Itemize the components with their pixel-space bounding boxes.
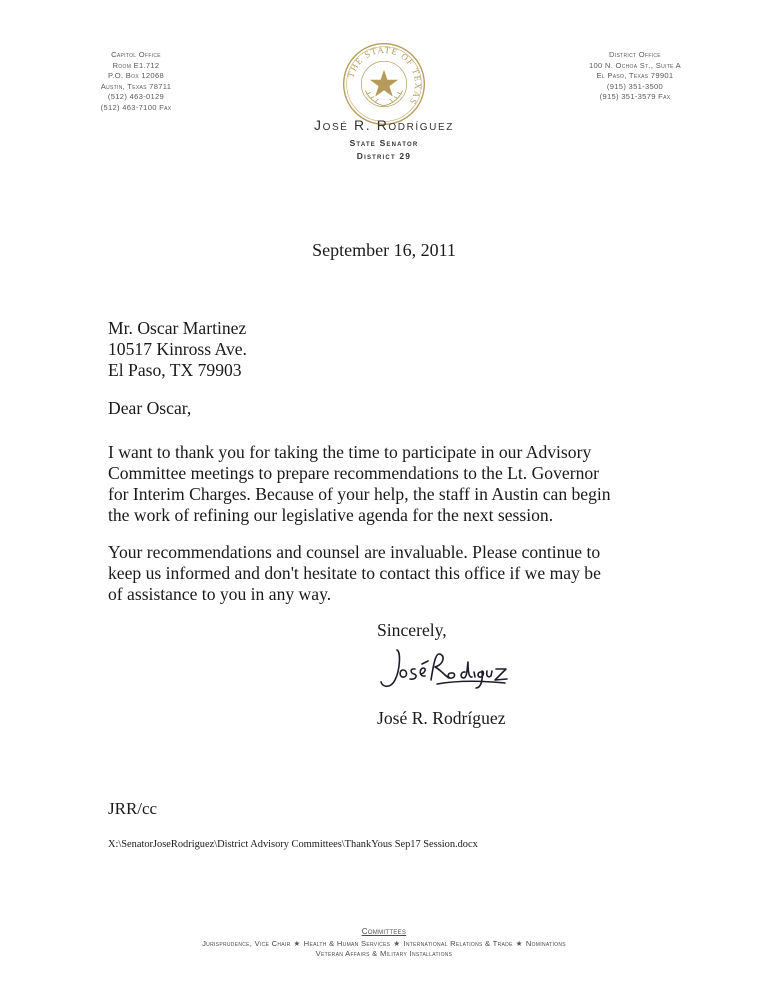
paragraph-line: keep us informed and don't hesitate to contact this office if we may be <box>108 563 601 583</box>
star-icon: ★ <box>515 938 523 948</box>
paragraph-line: Committee meetings to prepare recommendations to the Lt. Governor <box>108 463 600 483</box>
district-office-line: (915) 351-3500 <box>606 81 664 91</box>
signer-name: José R. Rodríguez <box>377 708 506 728</box>
capitol-office-line: P.O. Box 12068 <box>107 71 165 80</box>
handwritten-signature <box>375 640 515 698</box>
capitol-office-line: Capitol Office <box>111 50 161 59</box>
committee-item: International Relations & Trade <box>403 938 513 948</box>
star-icon: ★ <box>293 938 301 948</box>
body-paragraph-2 <box>108 542 668 605</box>
paragraph-line: I want to thank you for taking the time to participate in our Advisory <box>108 442 592 462</box>
committee-item: Jurisprudence, Vice Chair <box>202 938 291 948</box>
senator-district: District 29 <box>356 151 412 161</box>
committees-line-1 <box>0 939 768 950</box>
state-seal-icon <box>342 42 426 126</box>
district-office-line: El Paso, Texas 79901 <box>596 71 674 80</box>
committee-item: Nominations <box>525 938 566 948</box>
capitol-office-line: (512) 463-0129 <box>107 92 165 101</box>
capitol-office-line: Room E1.712 <box>112 60 160 70</box>
district-office-line: (915) 351-3579 Fax <box>599 92 671 101</box>
recipient-line: 10517 Kinross Ave. <box>108 339 247 359</box>
district-office-line: District Office <box>609 50 661 59</box>
salutation: Dear Oscar, <box>108 398 192 418</box>
closing: Sincerely, <box>377 620 447 640</box>
district-office-line: 100 N. Ochoa St., Suite A <box>588 60 682 70</box>
paragraph-line: Your recommendations and counsel are invaluable. Please continue to <box>108 542 601 562</box>
paragraph-line: for Interim Charges. Because of your help, the staff in Austin can begin <box>108 484 611 504</box>
file-path: X:\SenatorJoseRodriguez\District Advisory Committees\ThankYous Sep17 Session.docx <box>108 839 478 850</box>
committees-line-2: Veteran Affairs & Military Installations <box>315 949 453 958</box>
committees-footer <box>0 927 768 960</box>
seal-text: THE STATE OF TEXAS <box>345 44 424 108</box>
senator-name: José R. Rodríguez <box>314 117 454 133</box>
district-office-address <box>540 50 730 103</box>
body-paragraph-1 <box>108 442 668 526</box>
letter-date: September 16, 2011 <box>312 240 456 260</box>
recipient-line: Mr. Oscar Martinez <box>108 318 247 338</box>
paragraph-line: the work of refining our legislative agenda for the next session. <box>108 505 554 525</box>
capitol-office-line: Austin, Texas 78711 <box>100 81 172 91</box>
capitol-office-address <box>41 50 231 113</box>
senator-title: State Senator <box>349 138 419 148</box>
committee-item: Health & Human Services <box>303 938 391 948</box>
typist-initials: JRR/cc <box>108 799 158 818</box>
committees-heading: Committees <box>361 927 407 936</box>
capitol-office-line: (512) 463-7100 Fax <box>100 102 172 112</box>
recipient-line: El Paso, TX 79903 <box>108 360 242 380</box>
recipient-address <box>108 318 247 381</box>
star-icon: ★ <box>393 938 401 948</box>
paragraph-line: of assistance to you in any way. <box>108 584 332 604</box>
